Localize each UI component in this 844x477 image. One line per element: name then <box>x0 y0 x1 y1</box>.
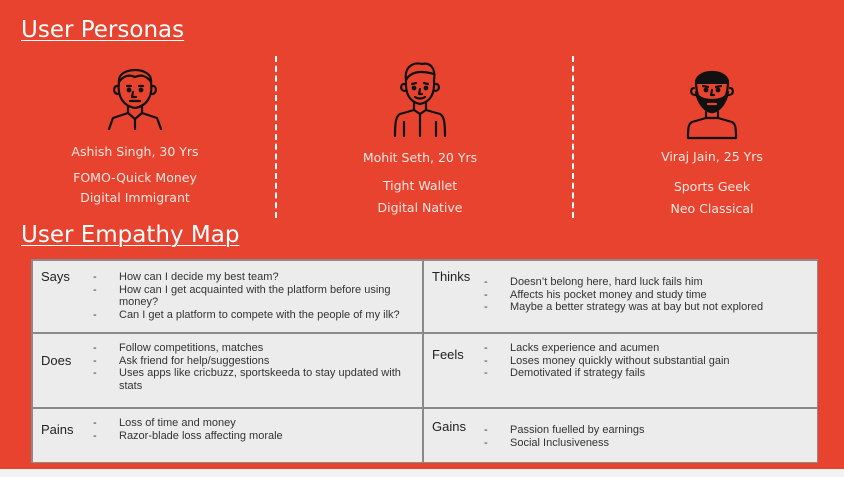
persona-divider <box>572 56 574 218</box>
list-item: - Ask friend for help/suggestions <box>93 355 419 368</box>
list-item: - Razor-blade loss affecting morale <box>93 430 419 443</box>
list-item: - Demotivated if strategy fails <box>484 367 814 380</box>
list-item: - Can I get a platform to compete with the people of my ilk? <box>93 309 419 322</box>
cell-label: Does <box>41 353 72 368</box>
cell-label: Gains <box>432 419 466 434</box>
list-item: - Doesn’t belong here, hard luck fails him <box>484 276 814 289</box>
cell-label: Thinks <box>432 269 471 284</box>
cell-list <box>484 342 814 380</box>
list-item: - How can I get acquainted with the platform before using money? <box>93 284 419 309</box>
list-item: - Uses apps like cricbuzz, sportskeeda to stay updated with stats <box>93 367 419 392</box>
list-item: - Passion fuelled by earnings <box>484 424 814 437</box>
cell-list <box>484 424 814 449</box>
persona-trait: Sports Geek <box>673 179 751 194</box>
cell-list <box>484 276 814 314</box>
cell-list <box>93 271 419 321</box>
list-item: - How can I decide my best team? <box>93 271 419 284</box>
personas-title: User Personas <box>21 17 185 43</box>
young-man-avatar-icon <box>384 58 456 138</box>
list-item: - Affects his pocket money and study time <box>484 289 814 302</box>
male-avatar-icon <box>99 58 171 130</box>
persona-name: Ashish Singh, 30 Yrs <box>71 144 199 159</box>
persona-card-mohit <box>340 58 500 218</box>
cell-label: Pains <box>41 422 74 437</box>
empathy-map-title: User Empathy Map <box>21 222 240 248</box>
list-item: - Loss of time and money <box>93 417 419 430</box>
empathy-map-table <box>31 259 818 463</box>
persona-trait: Neo Classical <box>670 201 754 216</box>
persona-trait: Digital Native <box>377 200 463 215</box>
empathy-cell-gains <box>423 408 818 463</box>
persona-trait: Digital Immigrant <box>80 190 190 205</box>
cell-list <box>93 342 419 392</box>
persona-trait: FOMO-Quick Money <box>73 170 197 185</box>
list-item: - Social Inclusiveness <box>484 437 814 450</box>
empathy-cell-feels <box>423 333 818 408</box>
cell-list <box>93 417 419 442</box>
persona-card-ashish <box>55 58 215 208</box>
bearded-man-avatar-icon <box>676 60 748 140</box>
list-item: - Follow competitions, matches <box>93 342 419 355</box>
empathy-cell-pains <box>32 408 423 463</box>
persona-card-viraj <box>632 60 792 219</box>
cell-label: Feels <box>432 347 464 362</box>
cell-label: Says <box>41 269 70 284</box>
slide-bottom-strip <box>0 469 844 477</box>
persona-trait: Tight Wallet <box>382 178 458 193</box>
empathy-cell-thinks <box>423 260 818 333</box>
persona-divider <box>275 56 277 218</box>
list-item: - Loses money quickly without substantial gain <box>484 355 814 368</box>
empathy-cell-says <box>32 260 423 333</box>
list-item: - Lacks experience and acumen <box>484 342 814 355</box>
empathy-cell-does <box>32 333 423 408</box>
persona-name: Mohit Seth, 20 Yrs <box>362 150 478 165</box>
persona-name: Viraj Jain, 25 Yrs <box>661 149 763 164</box>
list-item: - Maybe a better strategy was at bay but not explored <box>484 301 814 314</box>
